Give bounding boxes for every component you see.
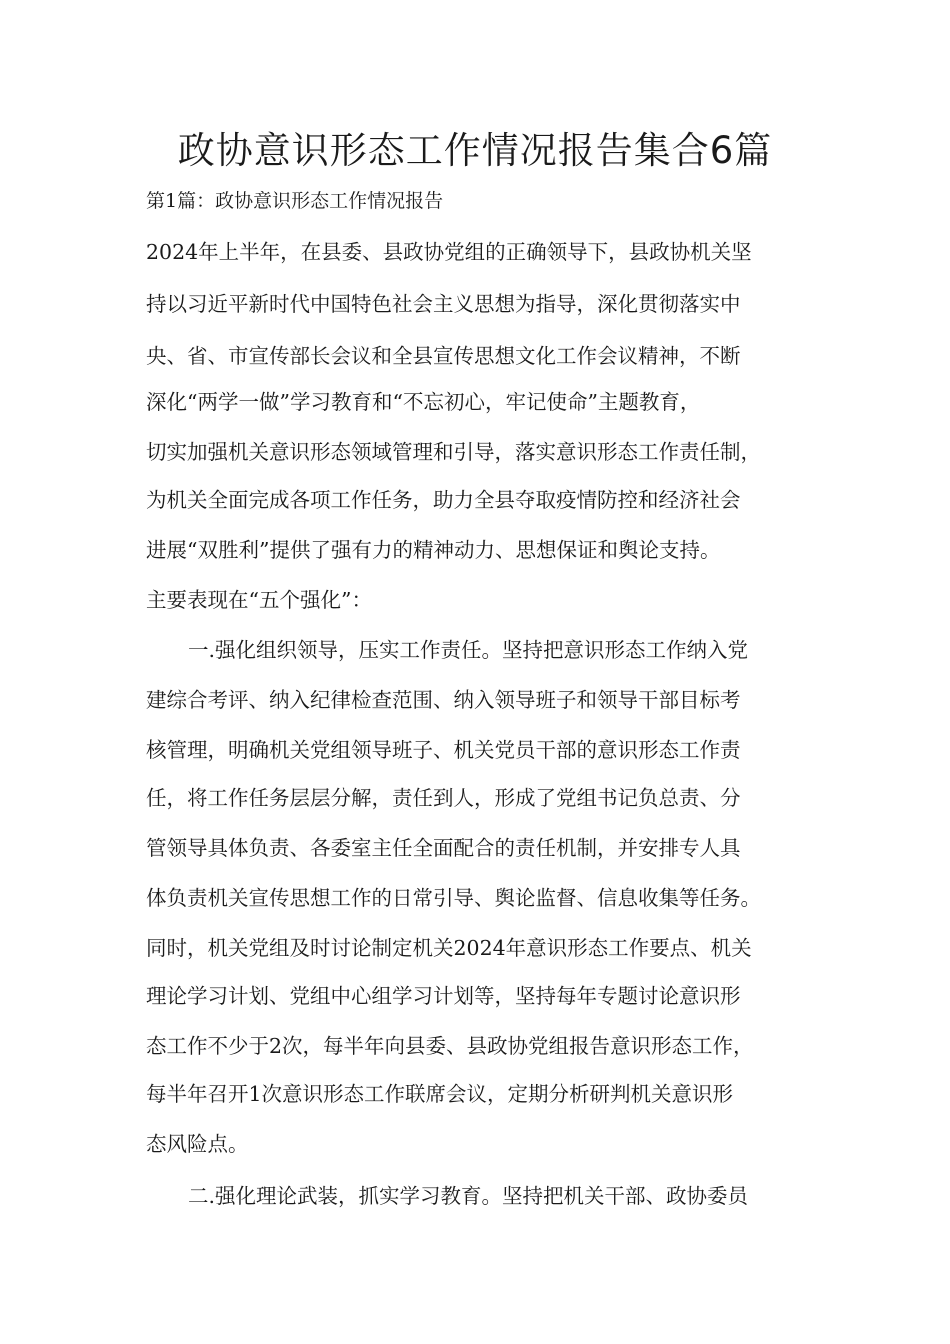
body-line: 持以习近平新时代中国特色社会主义思想为指导，深化贯彻落实中 bbox=[146, 292, 741, 316]
document-title: 政协意识形态工作情况报告集合6篇 bbox=[177, 129, 773, 172]
body-line: 态风险点。 bbox=[146, 1132, 249, 1156]
document-subtitle: 第1篇：政协意识形态工作情况报告 bbox=[146, 190, 444, 212]
body-line: 切实加强机关意识形态领域管理和引导，落实意识形态工作责任制， bbox=[146, 440, 761, 464]
body-line: 建综合考评、纳入纪律检查范围、纳入领导班子和领导干部目标考 bbox=[146, 688, 741, 712]
body-line: 深化“两学一做”学习教育和“不忘初心，牢记使命”主题教育， bbox=[146, 390, 701, 414]
body-line: 体负责机关宣传思想工作的日常引导、舆论监督、信息收集等任务。 bbox=[146, 886, 761, 910]
body-line: 2024年上半年，在县委、县政协党组的正确领导下，县政协机关坚 bbox=[146, 240, 752, 264]
body-line: 核管理，明确机关党组领导班子、机关党员干部的意识形态工作责 bbox=[146, 738, 741, 762]
section-heading-line: 二.强化理论武装，抓实学习教育。坚持把机关干部、政协委员 bbox=[188, 1184, 749, 1208]
body-line: 管领导具体负责、各委室主任全面配合的责任机制，并安排专人具 bbox=[146, 836, 741, 860]
body-line: 理论学习计划、党组中心组学习计划等，坚持每年专题讨论意识形 bbox=[146, 984, 741, 1008]
body-line: 为机关全面完成各项工作任务，助力全县夺取疫情防控和经济社会 bbox=[146, 488, 741, 512]
body-line: 主要表现在“五个强化”： bbox=[146, 588, 372, 612]
body-line: 任，将工作任务层层分解，责任到人，形成了党组书记负总责、分 bbox=[146, 786, 741, 810]
body-line: 每半年召开1次意识形态工作联席会议，定期分析研判机关意识形 bbox=[146, 1082, 734, 1106]
body-line: 态工作不少于2次，每半年向县委、县政协党组报告意识形态工作， bbox=[146, 1034, 754, 1058]
section-heading-line: 一.强化组织领导，压实工作责任。坚持把意识形态工作纳入党 bbox=[188, 638, 749, 662]
body-line: 央、省、市宣传部长会议和全县宣传思想文化工作会议精神，不断 bbox=[146, 344, 741, 368]
body-line: 同时，机关党组及时讨论制定机关2024年意识形态工作要点、机关 bbox=[146, 936, 752, 960]
body-line: 进展“双胜利”提供了强有力的精神动力、思想保证和舆论支持。 bbox=[146, 538, 721, 562]
